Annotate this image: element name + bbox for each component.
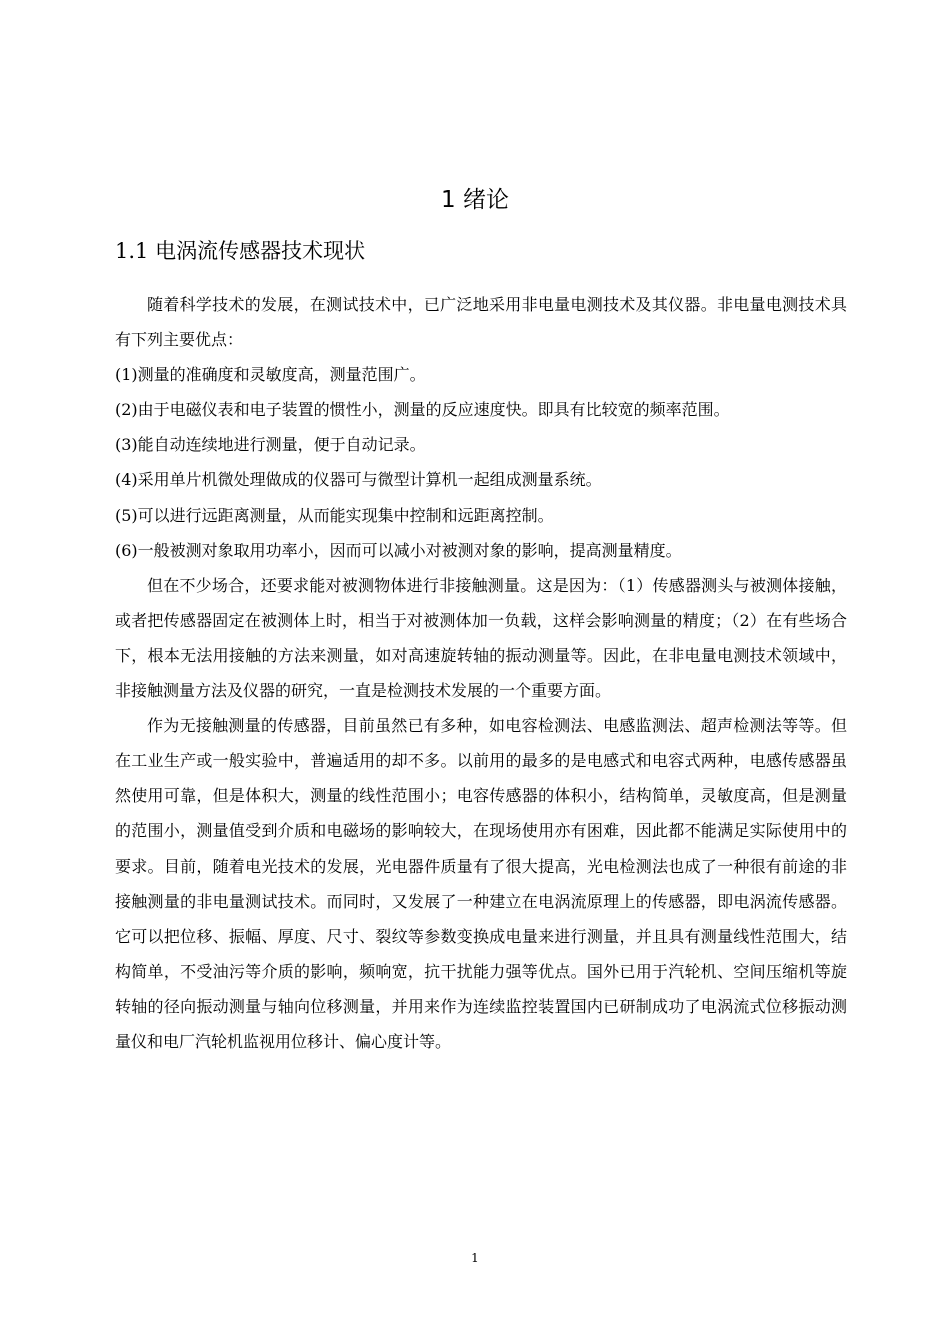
advantage-item-1: (1)测量的准确度和灵敏度高，测量范围广。 bbox=[115, 365, 426, 385]
body-text bbox=[115, 287, 847, 1059]
chapter-title: 1 绪论 bbox=[441, 187, 509, 213]
intro-paragraph: 随着科学技术的发展，在测试技术中，已广泛地采用非电量电测技术及其仪器。非电量电测技术具有下列主要优点： bbox=[115, 295, 847, 350]
sensor-types-paragraph: 作为无接触测量的传感器，目前虽然已有多种，如电容检测法、电感监测法、超声检测法等等。但在工业生产或一般实验中，普遍适用的却不多。以前用的最多的是电感式和电容式两种，电感传感器虽然使用可靠，但是体积大，测量的线性范围小；电容传感器的体积小，结构简单，灵敏度高，但是测量的范围小，测量值受到介质和电磁场的影响较大，在现场使用亦有困难，因此都不能满足实际使用中的要求。目前，随着电光技术的发展，光电器件质量有了很大提高，光电检测法也成了一种很有前途的非接触测量的非电量测试技术。而同时，又发展了一种建立在电涡流原理上的传感器，即电涡流传感器。它可以把位移、振幅、厚度、尺寸、裂纹等参数变换成电量来进行测量，并且具有测量线性范围大，结构简单，不受油污等介质的影响，频响宽，抗干扰能力强等优点。国外已用于汽轮机、空间压缩机等旋转轴的径向振动测量与轴向位移测量，并用来作为连续监控装置国内已研制成功了电涡流式位移振动测量仪和电厂汽轮机监视用位移计、偏心度计等。 bbox=[115, 716, 847, 1051]
advantage-item-5: (5)可以进行远距离测量，从而能实现集中控制和远距离控制。 bbox=[115, 505, 554, 525]
advantage-item-3: (3)能自动连续地进行测量，便于自动记录。 bbox=[115, 435, 426, 455]
advantage-item-4: (4)采用单片机微处理做成的仪器可与微型计算机一起组成测量系统。 bbox=[115, 470, 602, 490]
advantage-item-2: (2)由于电磁仪表和电子装置的惯性小，测量的反应速度快。即具有比较宽的频率范围。 bbox=[115, 400, 730, 420]
advantage-item-6: (6)一般被测对象取用功率小，因而可以减小对被测对象的影响，提高测量精度。 bbox=[115, 540, 682, 560]
page-number: 1 bbox=[471, 1251, 479, 1265]
section-title: 1.1 电涡流传感器技术现状 bbox=[115, 239, 366, 263]
contact-measurement-paragraph: 但在不少场合，还要求能对被测物体进行非接触测量。这是因为：（1）传感器测头与被测体接触，或者把传感器固定在被测体上时，相当于对被测体加一负载，这样会影响测量的精度；（2）在有些场合下，根本无法用接触的方法来测量，如对高速旋转轴的振动测量等。因此，在非电量电测技术领域中，非接触测量方法及仪器的研究，一直是检测技术发展的一个重要方面。 bbox=[115, 575, 847, 701]
